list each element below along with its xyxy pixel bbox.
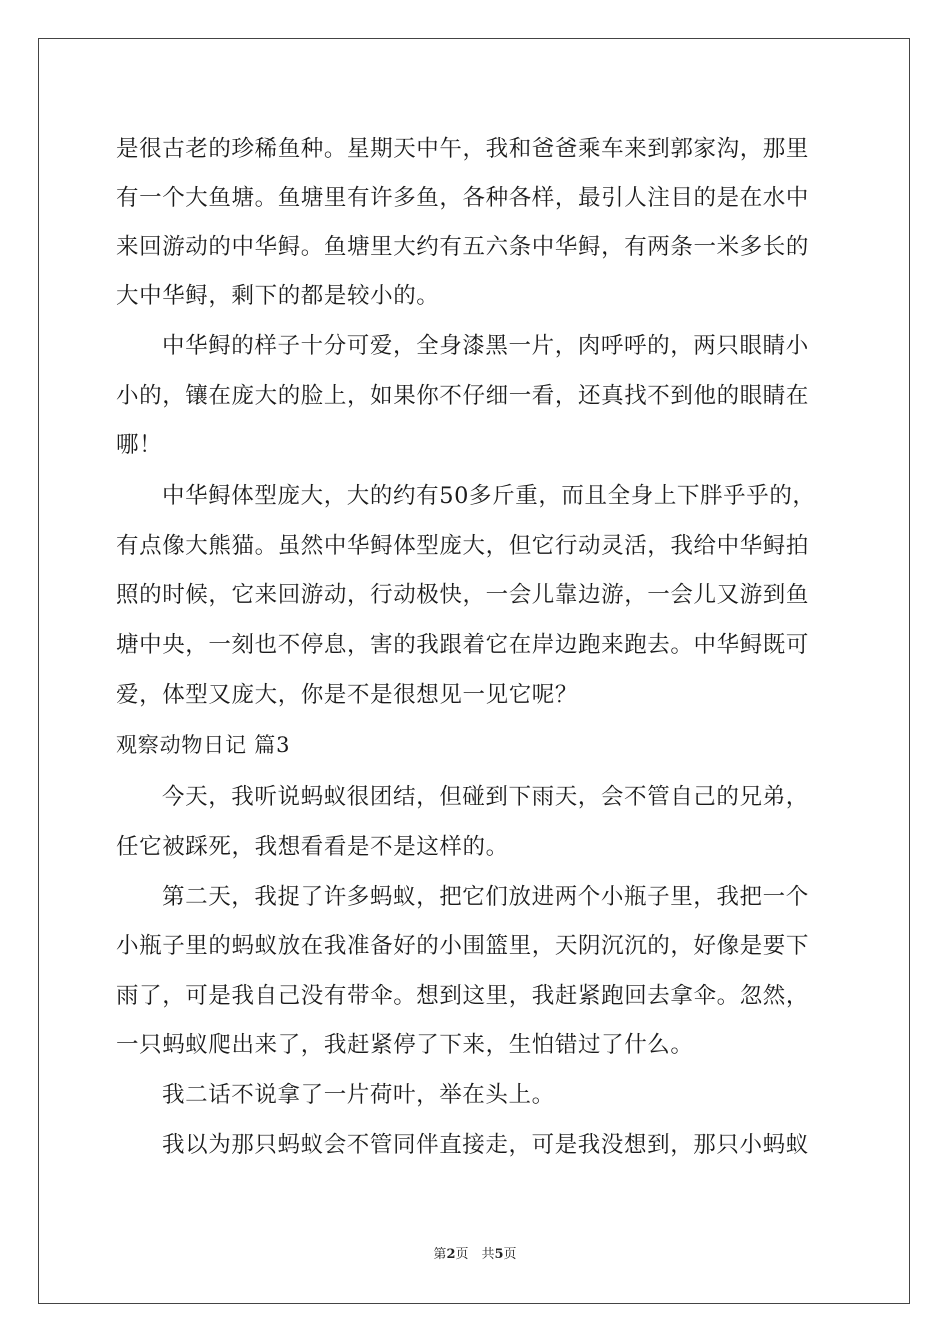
text-line: 中华鲟体型庞大，大的约有50多斤重，而且全身上下胖乎乎的， xyxy=(162,483,816,509)
footer-prefix: 第 xyxy=(433,1247,447,1262)
text-line: 第二天，我捉了许多蚂蚁，把它们放进两个小瓶子里，我把一个 xyxy=(162,884,809,910)
text-line: 有一个大鱼塘。鱼塘里有许多鱼，各种各样，最引人注目的是在水中 xyxy=(116,185,810,211)
text-line: 照的时候，它来回游动，行动极快，一会儿靠边游，一会儿又游到鱼 xyxy=(116,582,810,608)
current-page-number: 2 xyxy=(446,1247,456,1262)
text-line: 中华鲟的样子十分可爱，全身漆黑一片，肉呼呼的，两只眼睛小 xyxy=(162,333,809,359)
footer-mid: 页 共 xyxy=(455,1247,495,1262)
text-line: 任它被踩死，我想看看是不是这样的。 xyxy=(116,834,509,860)
text-line: 塘中央，一刻也不停息，害的我跟着它在岸边跑来跑去。中华鲟既可 xyxy=(116,632,810,658)
section-heading: 观察动物日记 篇3 xyxy=(116,733,291,757)
total-page-count: 5 xyxy=(494,1247,504,1262)
page-footer xyxy=(0,1246,950,1264)
page-border xyxy=(38,38,910,1304)
text-line: 哪！ xyxy=(116,432,163,458)
text-line: 我二话不说拿了一片荷叶，举在头上。 xyxy=(162,1082,555,1108)
text-line: 大中华鲟，剩下的都是较小的。 xyxy=(116,283,440,309)
text-line: 我以为那只蚂蚁会不管同伴直接走，可是我没想到，那只小蚂蚁 xyxy=(162,1132,809,1158)
text-line: 雨了，可是我自己没有带伞。想到这里，我赶紧跑回去拿伞。忽然， xyxy=(116,983,810,1009)
text-line: 一只蚂蚁爬出来了，我赶紧停了下来，生怕错过了什么。 xyxy=(116,1032,694,1058)
footer-suffix: 页 xyxy=(503,1247,517,1262)
text-line: 小的，镶在庞大的脸上，如果你不仔细一看，还真找不到他的眼睛在 xyxy=(116,383,810,409)
text-line: 今天，我听说蚂蚁很团结，但碰到下雨天，会不管自己的兄弟， xyxy=(162,784,809,810)
text-line: 爱，体型又庞大，你是不是很想见一见它呢？ xyxy=(116,682,579,708)
text-line: 小瓶子里的蚂蚁放在我准备好的小围篮里，天阴沉沉的，好像是要下 xyxy=(116,933,810,959)
text-line: 来回游动的中华鲟。鱼塘里大约有五六条中华鲟，有两条一米多长的 xyxy=(116,234,810,260)
text-line: 是很古老的珍稀鱼种。星期天中午，我和爸爸乘车来到郭家沟，那里 xyxy=(116,136,810,162)
text-line: 有点像大熊猫。虽然中华鲟体型庞大，但它行动灵活，我给中华鲟拍 xyxy=(116,533,810,559)
